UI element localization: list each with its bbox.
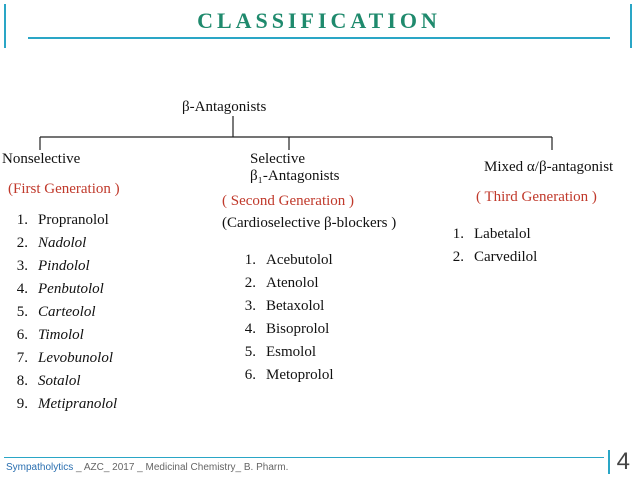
list-item: 6. Metoprolol	[244, 367, 334, 383]
list-item: 9. Metipranolol	[16, 396, 118, 412]
list-item: 2. Atenolol	[244, 275, 319, 291]
mixed-list	[436, 223, 537, 269]
page-title: CLASSIFICATION	[197, 8, 441, 33]
footer-text: Sympatholytics _ AZC_ 2017 _ Medicinal Chemistry_ B. Pharm.	[6, 462, 289, 473]
first-generation-label: (First Generation )	[8, 181, 120, 197]
list-item: 5. Esmolol	[244, 344, 317, 360]
list-item: 4. Bisoprolol	[244, 321, 330, 337]
root-node: β-Antagonists	[182, 99, 267, 115]
list-item: 1. Labetalol	[452, 226, 531, 242]
page-number: 4	[616, 448, 630, 475]
list-item: 5. Carteolol	[16, 304, 96, 320]
list-item: 2. Carvedilol	[452, 249, 538, 265]
list-item: 6. Timolol	[16, 327, 84, 343]
list-item: 1. Propranolol	[16, 212, 109, 228]
page-number-divider	[608, 450, 610, 474]
list-item: 3. Pindolol	[16, 258, 90, 274]
list-item: 4. Penbutolol	[16, 281, 104, 297]
selective-list	[228, 249, 334, 387]
selective-title: Selective	[250, 151, 305, 167]
list-item: 7. Levobunolol	[16, 350, 113, 366]
cardioselective-note: (Cardioselective β-blockers )	[222, 215, 397, 231]
selective-subtitle: β₁-Antagonists	[250, 168, 340, 184]
footer-divider	[4, 457, 604, 458]
list-item: 8. Sotalol	[16, 373, 81, 389]
mixed-title: Mixed α/β-antagonist	[484, 159, 614, 175]
list-item: 2. Nadolol	[16, 235, 87, 251]
nonselective-title: Nonselective	[2, 151, 81, 167]
third-generation-label: ( Third Generation )	[476, 189, 597, 205]
list-item: 3. Betaxolol	[244, 298, 325, 314]
list-item: 1. Acebutolol	[244, 252, 333, 268]
second-generation-label: ( Second Generation )	[222, 193, 355, 209]
nonselective-list	[0, 209, 117, 416]
